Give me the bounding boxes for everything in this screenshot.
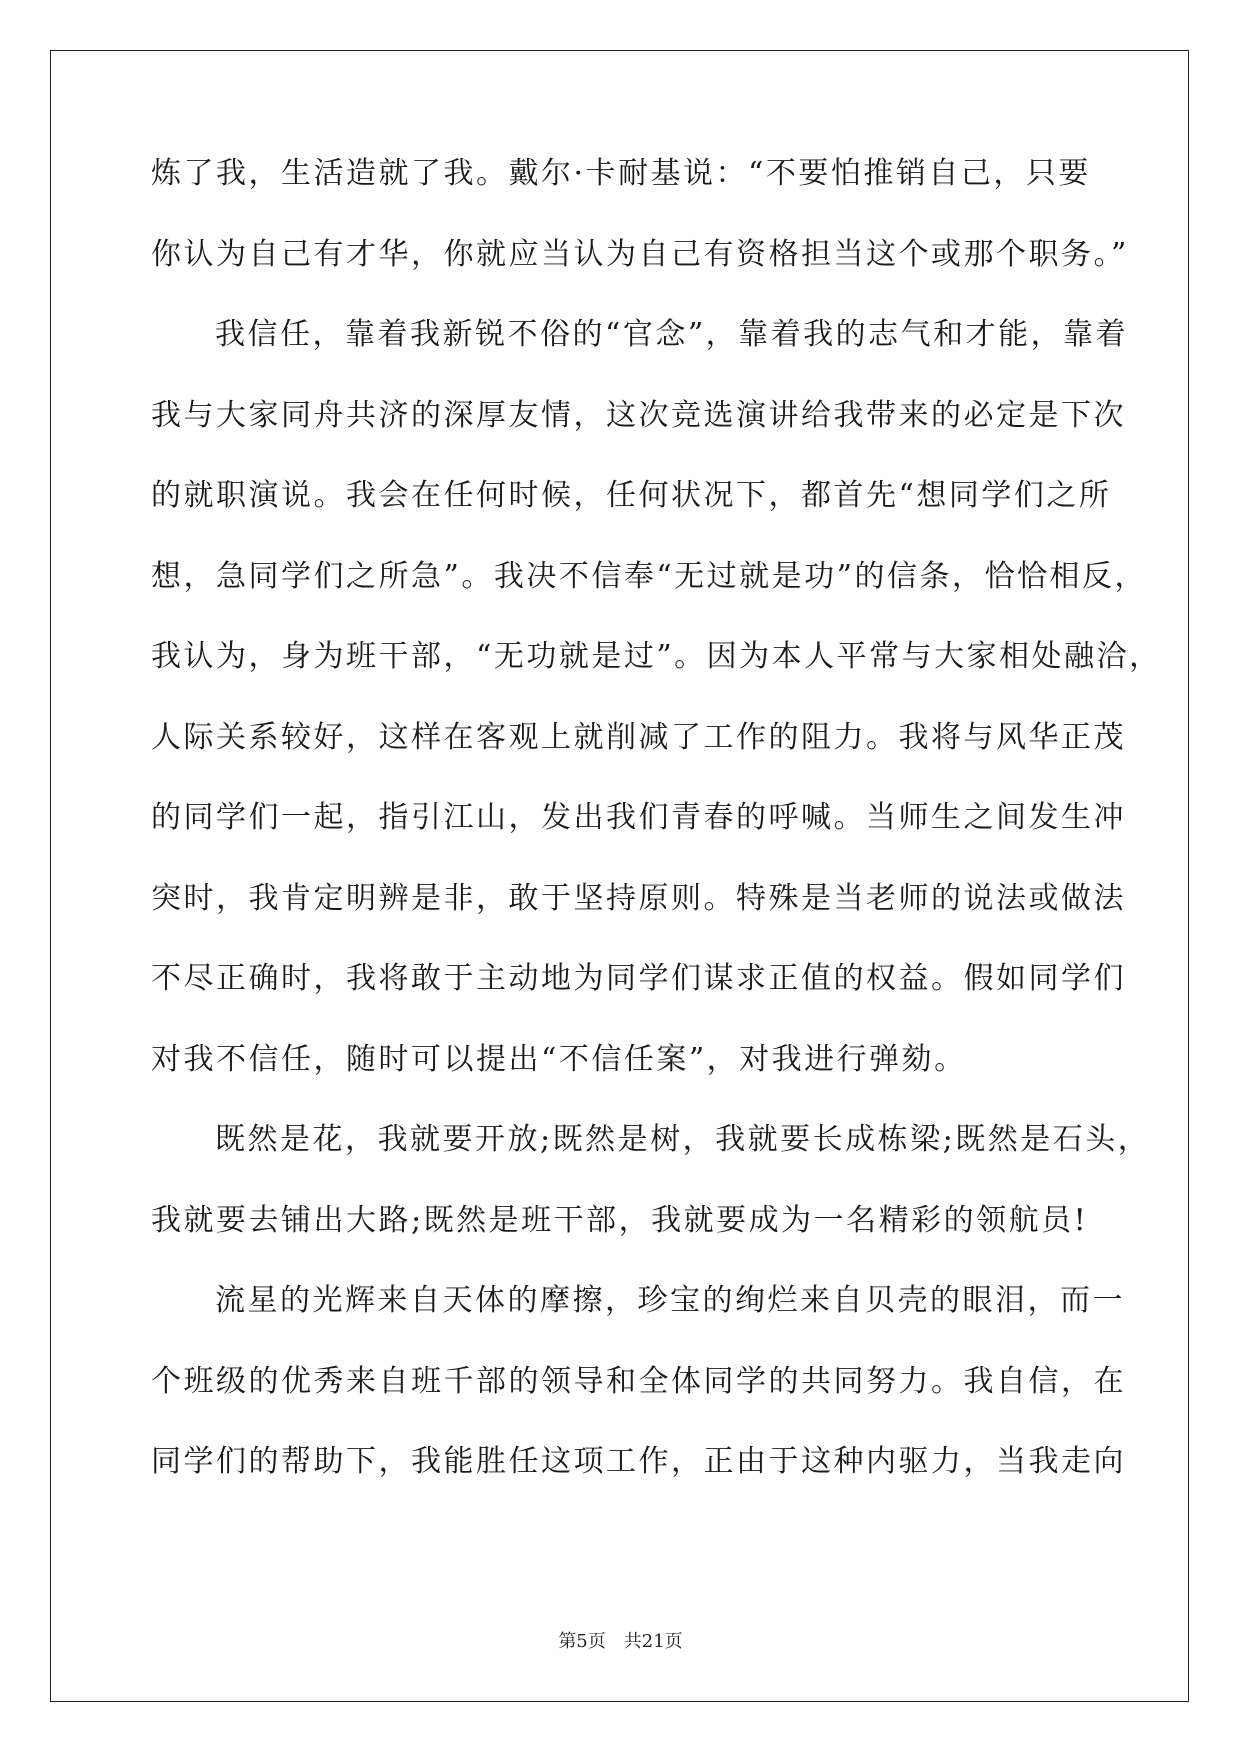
page-footer [0, 1627, 1241, 1653]
document-body [151, 155, 1162, 1524]
paragraph-start-line: 流星的光辉来自天体的摩擦，珍宝的绚烂来自贝壳的眼泪，而一 [215, 1283, 1125, 1318]
text-line: 的就职演说。我会在任何时候，任何状况下，都首先“想同学们之所 [151, 478, 1112, 513]
text-line: 突时，我肯定明辨是非，敢于坚持原则。特殊是当老师的说法或做法 [151, 880, 1126, 916]
text-line: 个班级的优秀来自班千部的领导和全体同学的共同努力。我自信，在 [151, 1363, 1126, 1399]
text-line: 你认为自己有才华，你就应当认为自己有资格担当这个或那个职务。” [151, 236, 1129, 272]
text-line: 我与大家同舟共济的深厚友情，这次竞选演讲给我带来的必定是下次 [151, 397, 1126, 433]
page-number: 第5页 [558, 1631, 606, 1652]
text-line: 人际关系较好，这样在客观上就削减了工作的阻力。我将与风华正茂 [151, 719, 1126, 755]
text-line: 不尽正确时，我将敢于主动地为同学们谋求正值的权益。假如同学们 [151, 961, 1126, 996]
text-line: 的同学们一起，指引江山，发出我们青春的呼喊。当师生之间发生冲 [151, 800, 1126, 835]
text-line: 想，急同学们之所急”。我决不信奉“无过就是功”的信条，恰恰相反， [151, 558, 1148, 594]
text-line: 我就要去铺出大路;既然是班干部，我就要成为一名精彩的领航员! [151, 1202, 1089, 1238]
paragraph-start-line: 我信任，靠着我新锐不俗的“官念”，靠着我的志气和才能，靠着 [215, 317, 1129, 352]
text-line: 炼了我，生活造就了我。戴尔·卡耐基说：“不要怕推销自己，只要 [151, 156, 1091, 191]
text-line: 同学们的帮助下，我能胜任这项工作，正由于这种内驱力，当我走向 [151, 1444, 1126, 1479]
text-line: 对我不信任，随时可以提出“不信任案”，对我进行弹劾。 [151, 1041, 967, 1077]
paragraph-start-line: 既然是花，我就要开放;既然是树，我就要长成栋梁;既然是石头， [215, 1122, 1151, 1157]
page-total: 共21页 [623, 1631, 683, 1652]
text-line: 我认为，身为班干部，“无功就是过”。因为本人平常与大家相处融洽， [151, 639, 1162, 674]
